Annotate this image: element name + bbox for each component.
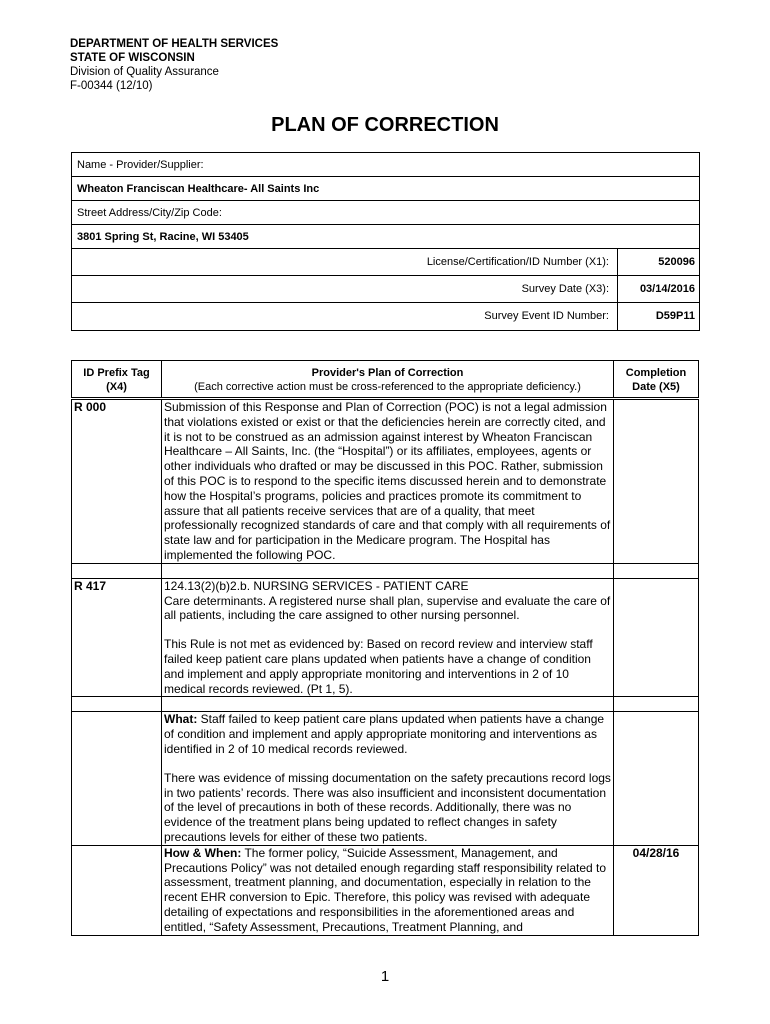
- state-name: STATE OF WISCONSIN: [70, 52, 195, 64]
- how-text: The former policy, “Suicide Assessment, Management, and Precautions Policy” was not detailed enough regarding staff responsibility related to assessment, treatment planning, and documentation, especially in relation to the recent EHR conversion to Epic. Therefore, this policy was revised with adequate detailing of expectations and responsibilities in the aforementioned areas and entitled, “Safety Assessment, Precautions, Treatment Planning, and: [164, 845, 607, 934]
- license-label: License/Certification/ID Number (X1):: [426, 256, 609, 268]
- col-plan-title: Provider's Plan of Correction: [311, 367, 464, 379]
- event-id-value: D59P11: [617, 303, 699, 330]
- row-text: [162, 578, 614, 697]
- license-value: 520096: [617, 249, 699, 276]
- provider-info-box: [71, 152, 700, 331]
- table-row: [72, 578, 699, 697]
- what-label: What:: [164, 712, 198, 727]
- table-row: [72, 845, 699, 935]
- table-row-spacer: [72, 697, 699, 712]
- survey-date-value: 03/14/2016: [617, 276, 699, 303]
- row-tag: [72, 845, 162, 935]
- what-text: Staff failed to keep patient care plans updated when patients have a change of condition and implement and apply appropriate monitoring and interventions as identified in 2 of 10 medical records reviewed.: [164, 712, 605, 756]
- col-plan-subtitle: (Each corrective action must be cross-referenced to the appropriate deficiency.): [194, 381, 581, 393]
- provider-name-label: Name - Provider/Supplier:: [72, 153, 699, 177]
- what-detail-text: There was evidence of missing documentation on the safety precautions record logs in two patients’ records. There was also insufficient and inconsistent documentation of the level of precautions in both of these records. Additionally, there was no evidence of the treatment plans being updated to reflect changes in safety precautions levels for either of these two patients.: [164, 770, 611, 844]
- rule-text: Care determinants. A registered nurse shall plan, supervise and evaluate the care of all patients, including the care assigned to other nursing personnel.: [164, 593, 611, 623]
- row-tag: [72, 712, 162, 845]
- license-row: [72, 249, 699, 276]
- address-label: Street Address/City/Zip Code:: [72, 201, 699, 225]
- event-id-label: Survey Event ID Number:: [484, 310, 609, 322]
- row-text: [162, 845, 614, 935]
- row-date: [614, 578, 699, 697]
- col-plan-header: [162, 361, 614, 399]
- form-header: [70, 37, 278, 93]
- row-date: [614, 399, 699, 564]
- page-title: PLAN OF CORRECTION: [271, 114, 499, 136]
- col-id-prefix-header: ID Prefix Tag (X4): [72, 361, 162, 399]
- provider-address: 3801 Spring St, Racine, WI 53405: [72, 225, 699, 249]
- row-tag: R 417: [72, 578, 162, 697]
- division-name: Division of Quality Assurance: [70, 66, 219, 78]
- provider-name: Wheaton Franciscan Healthcare- All Saints Inc: [72, 177, 699, 201]
- rule-citation: 124.13(2)(b)2.b. NURSING SERVICES - PATIENT CARE: [164, 578, 469, 593]
- row-date: 04/28/16: [614, 845, 699, 935]
- survey-date-row: [72, 276, 699, 303]
- row-text: [162, 712, 614, 845]
- department-name: DEPARTMENT OF HEALTH SERVICES: [70, 38, 279, 50]
- plan-table: [71, 360, 699, 936]
- event-id-row: [72, 303, 699, 330]
- table-row-spacer: [72, 563, 699, 578]
- finding-text: This Rule is not met as evidenced by: Based on record review and interview staff failed keep patient care plans updated when patients have a change of condition and implement and apply appropriate monitoring and interventions in 2 of 10 medical records reviewed. (Pt 1, 5).: [164, 637, 593, 696]
- row-tag: R 000: [72, 399, 162, 564]
- form-number: F-00344 (12/10): [70, 80, 153, 92]
- row-date: [614, 712, 699, 845]
- col-completion-header: Completion Date (X5): [614, 361, 699, 399]
- row-text: Submission of this Response and Plan of Correction (POC) is not a legal admission that violations existed or exist or that the deficiencies herein are correctly cited, and it is not to be construed as an admission against interest by Wheaton Franciscan Healthcare – All Saints, Inc. (the “Hospital”) or its affiliates, employees, agents or other individuals who drafted or may be discussed in this POC. Rather, submission of this POC is to respond to the specific items discussed herein and to demonstrate how the Hospital’s programs, policies and practices promote its commitment to assure that all patients receive services that are of a quality, that meet professionally recognized standards of care and that comply with all requirements of state law and for participation in the Medicare program. The Hospital has implemented the following POC.: [162, 399, 614, 564]
- table-row: [72, 712, 699, 845]
- how-label: How & When:: [164, 845, 242, 860]
- table-header-row: [72, 361, 699, 399]
- table-row: [72, 399, 699, 564]
- page-number: 1: [380, 968, 390, 985]
- survey-date-label: Survey Date (X3):: [521, 283, 609, 295]
